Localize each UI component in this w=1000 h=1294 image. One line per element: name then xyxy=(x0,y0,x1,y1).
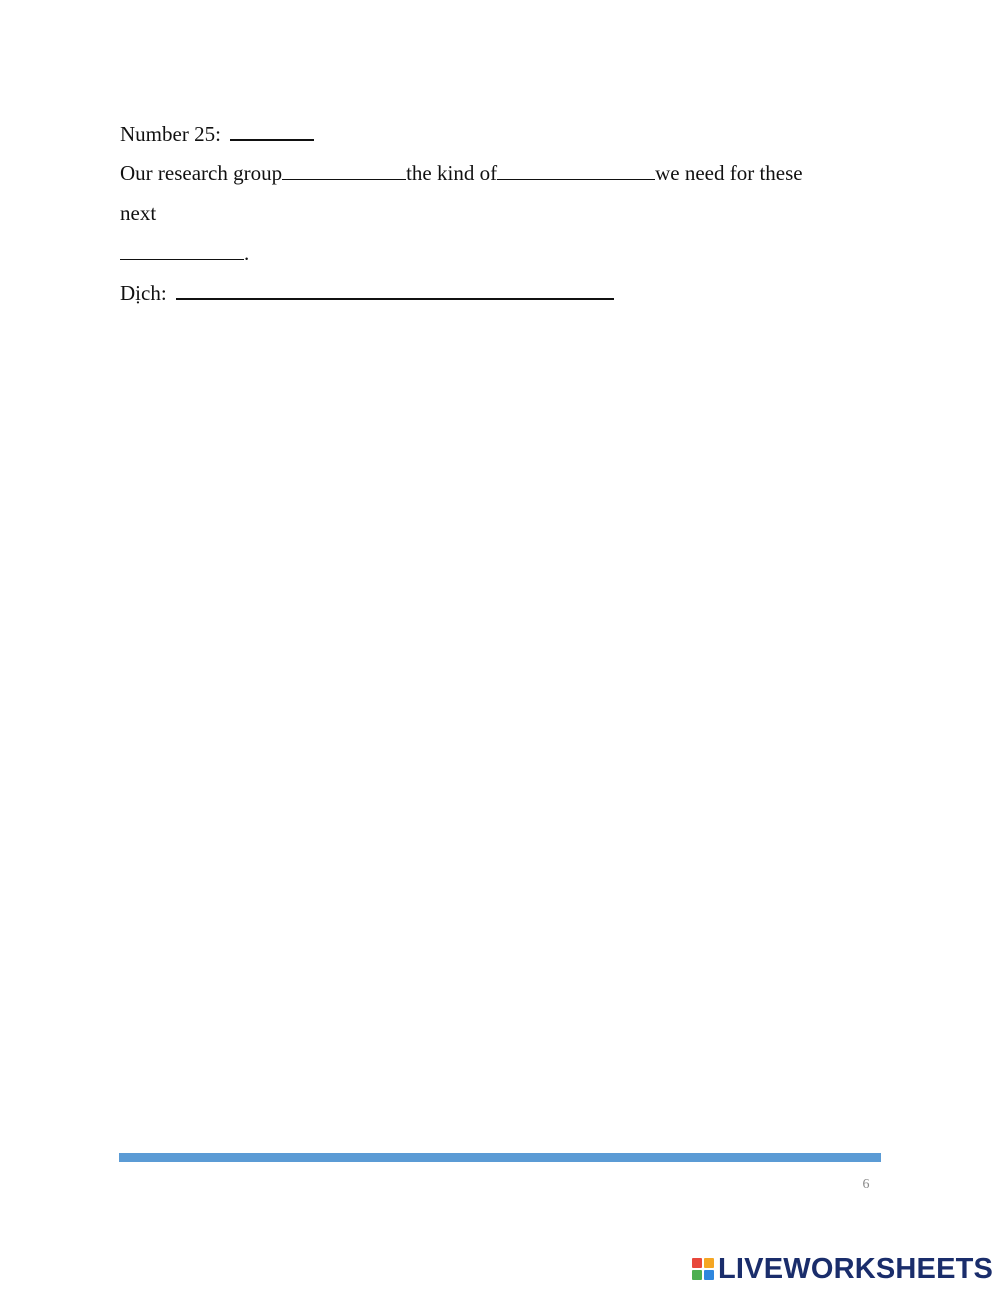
question-number-line xyxy=(120,122,314,146)
logo-tile xyxy=(704,1270,714,1280)
footer-bar xyxy=(119,1153,881,1162)
answer-blank-3[interactable] xyxy=(120,258,244,260)
answer-blank-1[interactable] xyxy=(282,178,406,180)
logo-tile xyxy=(692,1270,702,1280)
sentence-part-3: we need for these xyxy=(655,161,803,185)
translation-label: Dịch: xyxy=(120,281,167,305)
question-number-label: Number 25: xyxy=(120,122,221,146)
logo-tile xyxy=(692,1258,702,1268)
sentence-part-2: the kind of xyxy=(406,161,498,185)
logo-tile xyxy=(704,1258,714,1268)
sentence-end: . xyxy=(244,241,250,265)
sentence-part-1: Our research group xyxy=(120,161,283,185)
sentence-line-2 xyxy=(120,201,156,225)
answer-blank-number[interactable] xyxy=(230,138,314,141)
liveworksheets-logo xyxy=(692,1253,993,1285)
translation-blank[interactable] xyxy=(176,297,614,300)
translation-line xyxy=(120,281,614,305)
logo-tiles-icon xyxy=(692,1258,714,1280)
page-number: 6 xyxy=(862,1177,870,1192)
sentence-line-3 xyxy=(120,241,249,265)
answer-blank-2[interactable] xyxy=(497,178,655,180)
sentence-line-1 xyxy=(120,161,803,185)
brand-name: LIVEWORKSHEETS xyxy=(718,1253,994,1285)
sentence-part-4: next xyxy=(120,201,157,225)
